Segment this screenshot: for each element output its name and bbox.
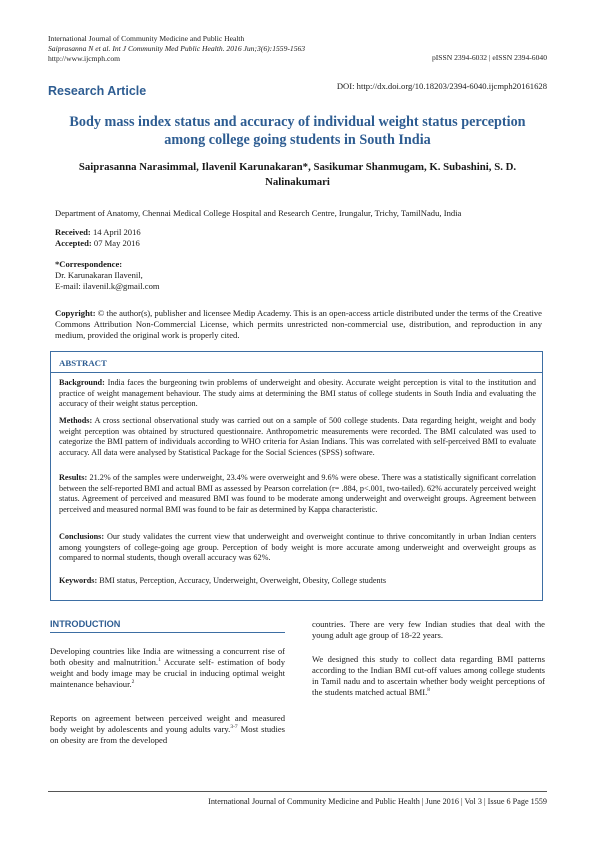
article-type-label: Research Article — [48, 84, 147, 98]
background-text: India faces the burgeoning twin problems of underweight and obesity. Accurate weight perception is vital to the institution and practice of weight management behaviour. The study aims at determining the BMI status of college students in South India and evaluating the accuracy of their weight status perception. — [59, 378, 537, 409]
accepted-date — [55, 238, 542, 249]
abstract-background — [59, 378, 536, 410]
affiliation: Department of Anatomy, Chennai Medical College Hospital and Research Centre, Irungalur, Trichy, TamilNadu, India — [55, 208, 462, 218]
citation-ref[interactable]: 1 — [158, 657, 161, 664]
accepted-value: 07 May 2016 — [93, 238, 140, 248]
intro-paragraph-3: countries. There are very few Indian studies that deal with the young adult age group of 18-22 years. — [312, 619, 545, 640]
footer-divider — [48, 791, 547, 792]
background-label: Background: — [59, 378, 105, 387]
abstract-divider — [51, 372, 542, 373]
correspondence-email[interactable]: E-mail: ilavenil.k@gmail.com — [55, 281, 160, 291]
methods-text: A cross sectional observational study was carried out on a sample of 500 college students. Data regarding height, weight and body weight perception was obtained by structured questionnaire. Anthropometric measurements were recorded. The BMI calculated was used to categorize the BMI pattern of individuals according to WHO criteria for Asian Indians. This was correlated with self-perceived BMI to evaluate accuracy. All data were analysed by Statistical Package for the Social Sciences (SPSS) software. — [59, 416, 536, 457]
conclusions-label: Conclusions: — [59, 532, 105, 541]
abstract-results — [59, 473, 536, 515]
issn-line: pISSN 2394-6032 | eISSN 2394-6040 — [431, 53, 547, 62]
copyright-label: Copyright: — [55, 308, 96, 318]
intro-paragraph-1: Developing countries like India are witnessing a concurrent rise of both obesity and malnutrition.$^1$ Accurate self- estimation of body weight and body image may be crucial in inducing optimal weight maintenance behaviour.$^2$ — [50, 646, 285, 689]
page-footer: International Journal of Community Medicine and Public Health | June 2016 | Vol 3 | Issue 6 Page 1559 — [208, 797, 547, 806]
journal-url[interactable]: http://www.ijcmph.com — [48, 54, 121, 63]
copyright-text: © the author(s), publisher and licensee Medip Academy. This is an open-access article distributed under the terms of the Creative Commons Attribution Non-Commercial License, which permits unrestricted non-commercial use, distribution, and reproduction in any medium, provided the original work is properly cited. — [55, 308, 542, 340]
introduction-divider — [50, 632, 285, 633]
received-value: 14 April 2016 — [92, 227, 141, 237]
copyright-notice — [55, 308, 542, 340]
accepted-label: Accepted: — [55, 238, 92, 248]
intro-paragraph-2: Reports on agreement between perceived weight and measured body weight by adolescents and young adults vary.$^{3-7}$ Most studies on obesity are from the developed — [50, 713, 286, 745]
introduction-heading: INTRODUCTION — [50, 619, 121, 629]
intro-paragraph-4: We designed this study to collect data regarding BMI patterns according to the Indian BMI cut-off values among college students in Tamil nadu and to ascertain whether body weight perceptions of the students matched actual BMI.$^8$ — [312, 654, 545, 697]
received-label: Received: — [55, 227, 91, 237]
citation-ref[interactable]: 8 — [427, 687, 431, 694]
citation-ref[interactable]: 2 — [131, 679, 135, 686]
methods-label: Methods: — [59, 416, 93, 425]
keywords-text: BMI status, Perception, Accuracy, Underweight, Overweight, Obesity, College students — [99, 576, 387, 585]
received-date — [55, 227, 542, 238]
abstract-keywords — [59, 576, 536, 587]
author-list: Saiprasanna Narasimmal, Ilavenil Karunakaran*, Sasikumar Shanmugam, K. Subashini, S. D. Nalinakumari — [78, 161, 517, 188]
abstract-methods — [59, 416, 536, 458]
abstract-heading: ABSTRACT — [59, 358, 107, 368]
keywords-label: Keywords: — [59, 576, 98, 585]
citation-ref[interactable]: 3-7 — [230, 724, 238, 731]
correspondence-name: Dr. Karunakaran Ilavenil, — [55, 270, 143, 280]
abstract-box — [50, 351, 543, 601]
correspondence-label: *Correspondence: — [55, 259, 123, 269]
results-label: Results: — [59, 473, 88, 482]
conclusions-text: Our study validates the current view that underweight and overweight continue to thrive concomitantly in urban Indian centers among youngsters of college-going age group. Perception of body weight is more accurate among underweight and overweight groups as compared to normal students, though overall accuracy was 62%. — [59, 532, 537, 563]
article-title: Body mass index status and accuracy of individual weight status perception among college going students in South India — [69, 114, 526, 148]
doi-link[interactable]: DOI: http://dx.doi.org/10.18203/2394-6040.ijcmph20161628 — [336, 81, 547, 91]
journal-name: International Journal of Community Medicine and Public Health — [48, 34, 245, 43]
abstract-conclusions — [59, 532, 536, 564]
results-text: 21.2% of the samples were underweight, 23.4% were overweight and 9.6% were obese. There was a statistically significant correlation between the self-reported BMI and actual BMI as assessed by Pearson correlation (r= .884, p<.001, two-tailed). 62% accurately perceived weight status. Agreement of perceived and measured BMI was found to be moderate among underweight and overweight groups. Agreement between perceived and measured normal BMI was found to be fair as determined by Kappa characteristic. — [59, 473, 536, 514]
citation-line: Saiprasanna N et al. Int J Community Med Public Health. 2016 Jun;3(6):1559-1563 — [48, 44, 306, 53]
